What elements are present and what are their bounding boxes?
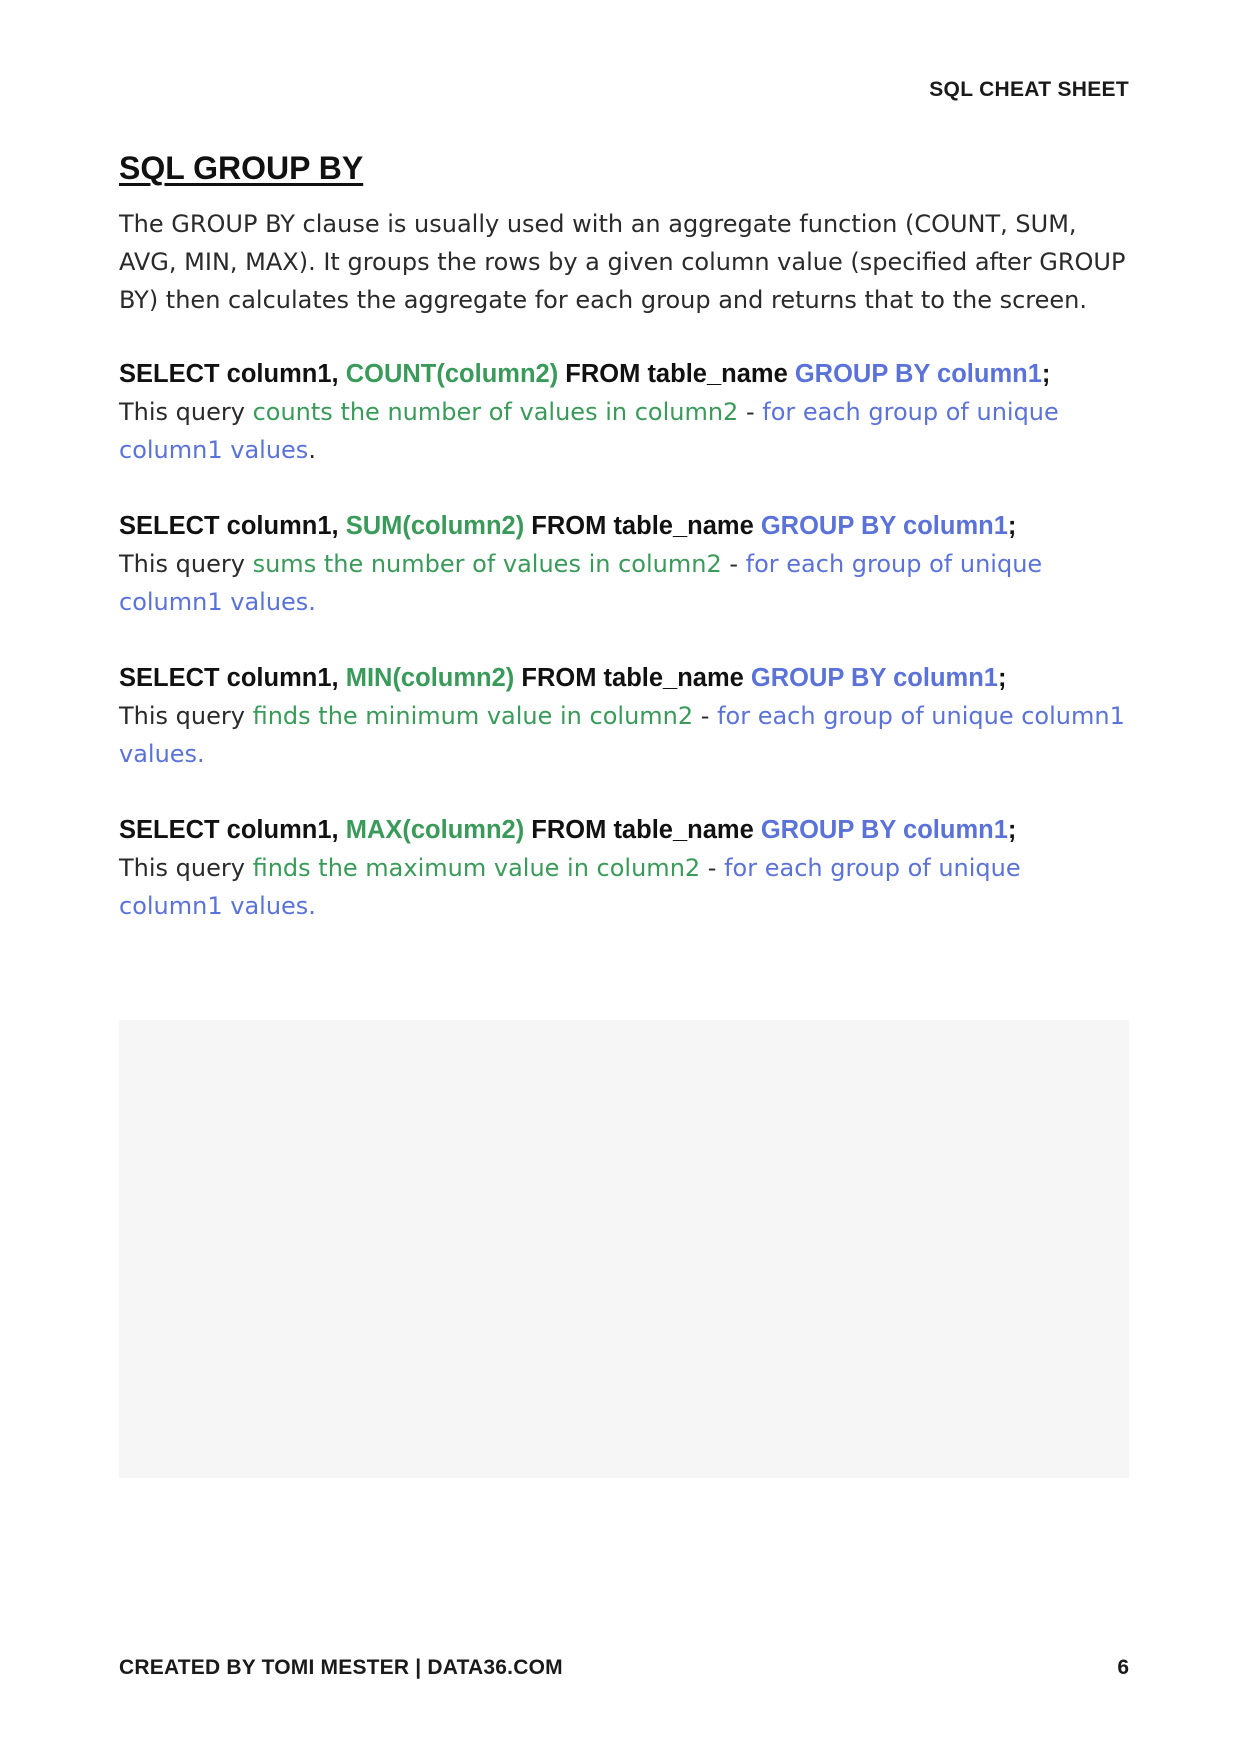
aggregate-function: COUNT(column2) xyxy=(345,360,559,388)
sql-query xyxy=(119,355,1129,393)
sql-query xyxy=(119,659,1129,697)
example-count xyxy=(119,355,1129,469)
desc-action: finds the maximum value in column2 xyxy=(252,854,701,882)
page-number: 6 xyxy=(1117,1656,1129,1679)
desc-action: counts the number of values in column2 xyxy=(252,398,739,426)
intro-paragraph: The GROUP BY clause is usually used with an aggregate function (COUNT, SUM, AVG, MIN, MAX). It groups the rows by a given column value (specified after GROUP BY) then calculates the aggregate for each group and returns that to the screen. xyxy=(119,210,1126,314)
aggregate-function: MIN(column2) xyxy=(345,664,515,692)
image-placeholder xyxy=(119,1020,1129,1478)
from-clause: FROM table_name xyxy=(558,360,795,388)
group-by-clause: GROUP BY column1 xyxy=(794,360,1042,388)
from-clause: FROM table_name xyxy=(514,664,751,692)
select-clause: SELECT column1, xyxy=(119,360,346,388)
desc-grouping: for each group of unique column1 values. xyxy=(119,550,1043,616)
semicolon: ; xyxy=(1007,816,1017,844)
desc-prefix: This query xyxy=(119,398,253,426)
desc-prefix: This query xyxy=(119,550,253,578)
aggregate-function: MAX(column2) xyxy=(345,816,525,844)
semicolon: ; xyxy=(1007,512,1017,540)
query-description xyxy=(119,545,1129,621)
example-min xyxy=(119,659,1129,773)
group-by-clause: GROUP BY column1 xyxy=(760,816,1008,844)
select-clause: SELECT column1, xyxy=(119,816,346,844)
desc-action: finds the minimum value in column2 xyxy=(252,702,694,730)
select-clause: SELECT column1, xyxy=(119,512,346,540)
desc-separator: - xyxy=(738,398,763,426)
group-by-clause: GROUP BY column1 xyxy=(750,664,998,692)
desc-action: sums the number of values in column2 xyxy=(252,550,722,578)
example-max xyxy=(119,811,1129,925)
aggregate-function: SUM(column2) xyxy=(345,512,525,540)
page-header: SQL CHEAT SHEET xyxy=(929,78,1129,101)
sql-query xyxy=(119,507,1129,545)
desc-grouping: for each group of unique column1 values. xyxy=(119,702,1125,768)
query-description xyxy=(119,393,1129,469)
sql-query xyxy=(119,811,1129,849)
example-sum xyxy=(119,507,1129,621)
desc-separator: - xyxy=(693,702,718,730)
group-by-clause: GROUP BY column1 xyxy=(760,512,1008,540)
desc-separator: - xyxy=(700,854,725,882)
desc-grouping: for each group of unique column1 values. xyxy=(119,854,1021,920)
main-content xyxy=(119,150,1129,963)
from-clause: FROM table_name xyxy=(524,816,761,844)
query-description xyxy=(119,849,1129,925)
section-title: SQL GROUP BY xyxy=(119,150,364,186)
select-clause: SELECT column1, xyxy=(119,664,346,692)
desc-grouping: for each group of unique column1 values xyxy=(119,398,1059,464)
from-clause: FROM table_name xyxy=(524,512,761,540)
semicolon: ; xyxy=(997,664,1007,692)
semicolon: ; xyxy=(1041,360,1051,388)
desc-prefix: This query xyxy=(119,702,253,730)
footer-credit: CREATED BY TOMI MESTER | DATA36.COM xyxy=(119,1656,563,1679)
desc-end: . xyxy=(308,436,316,464)
desc-prefix: This query xyxy=(119,854,253,882)
query-description xyxy=(119,697,1129,773)
desc-separator: - xyxy=(721,550,746,578)
